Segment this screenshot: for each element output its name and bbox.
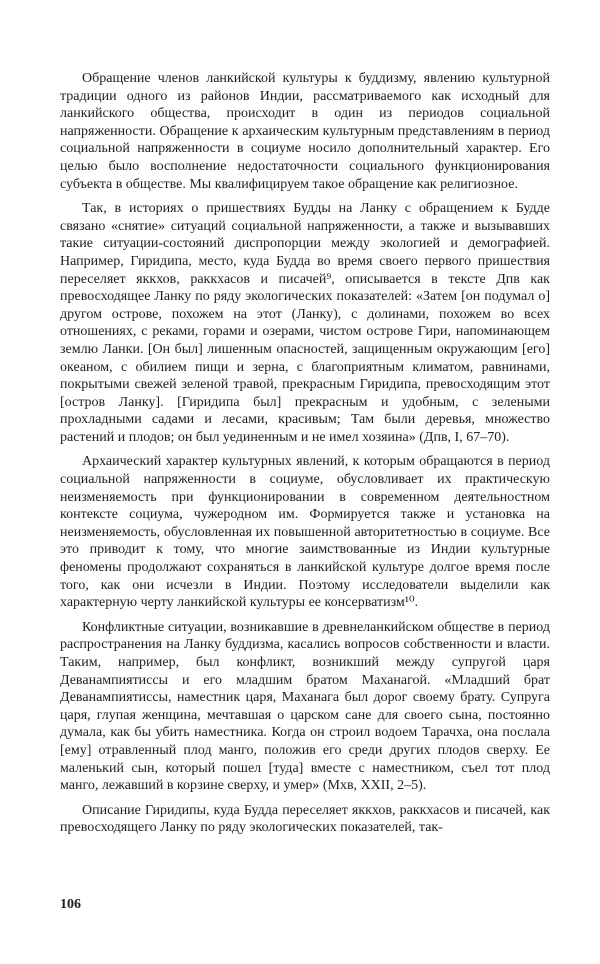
paragraph-5: Описание Гиридипы, куда Будда переселяет яккхов, раккхасов и писачей, как превосходящего Ланку по ряду экологических показателей, так- — [60, 802, 550, 836]
paragraph-4: Конфликтные ситуации, возникавшие в древнеланкийском обществе в период распространения на Ланку буддизма, касались вопросов собственности и власти. Таким, например, был конфликт, возникший между супругой царя Деванампиятиссы и его младшим братом Маханагой. «Младший брат Деванампиятиссы, наместник царя, Маханага был дорог своему брату. Супруга царя, глупая женщина, мечтавшая о царском сане для своего сына, постоянно думала, как бы убить наместника. Когда он строил водоем Тарачха, она послала [ему] отравленный плод манго, положив его среди других плодов сверху. Ее маленький сын, который пошел [туда] вместе с наместником, съел тот плод манго, лежавший в корзине сверху, и умер» (Мхв, XXII, 2–5). — [60, 619, 550, 794]
paragraph-3: Архаический характер культурных явлений, к которым обращаются в период социальной напряженности в социуме, обусловливает их практическую неизменяемость при функционировании в современном деятельностном контексте социума, чужеродном им. Формируется также и установка на неизменяемость, обусловленная их повышенной авторитетностью в социуме. Все это приводит к тому, что многие заимствованные из Индии культурные феномены продолжают сохраняться в ланкийской культуре долгое время после того, как они исчезли в Индии. Поэтому исследователи выделили как характерную черту ланкийской культуры ее консерватизм¹⁰. — [60, 454, 550, 611]
paragraph-1: Обращение членов ланкийской культуры к буддизму, явлению культурной традиции одного из районов Индии, рассматриваемого как исходный для ланкийского общества, происходит в один из периодов социальной напряженности. Обращение к архаическим культурным представлениям в период социальной напряженности в социуме носило дополнительный характер. Его целью было восполнение недостаточности социального функционирования субъекта в обществе. Мы квалифицируем такое обращение как религиозное. — [60, 71, 550, 192]
page-number: 106 — [60, 897, 81, 912]
paragraph-2: Так, в историях о пришествиях Будды на Ланку с обращением к Будде связано «снятие» ситуаций социальной напряженности, а также и вызывавших такие ситуации-состояний диспропорции между экологией и демографией. Например, Гиридипа, место, куда Будда во время своего первого пришествия переселяет яккхов, раккхасов и писачей⁹, описывается в тексте Дпв как превосходящее Ланку по ряду экологических показателей: «Затем [он подумал о] другом острове, похожем на этот (Ланку), с долинами, похожем во всех отношениях, с реками, горами и озерами, чистом острове Гири, напоминающем землю Ланки. [Он был] лишенным опасностей, защищенным окружающим [его] океаном, с обилием пищи и зерна, с благоприятным климатом, равнинами, покрытыми свежей зеленой травой, прекрасным Гиридипа, превосходящим этот [остров Ланку]. [Гиридипа был] прекрасным и удобным, с зелеными прохладными садами и лесами, красивым; Там были деревья, множество растений и плодов; он был уединенным и не имел хозяина» (Дпв, I, 67–70). — [60, 201, 550, 445]
page-body — [60, 70, 550, 837]
